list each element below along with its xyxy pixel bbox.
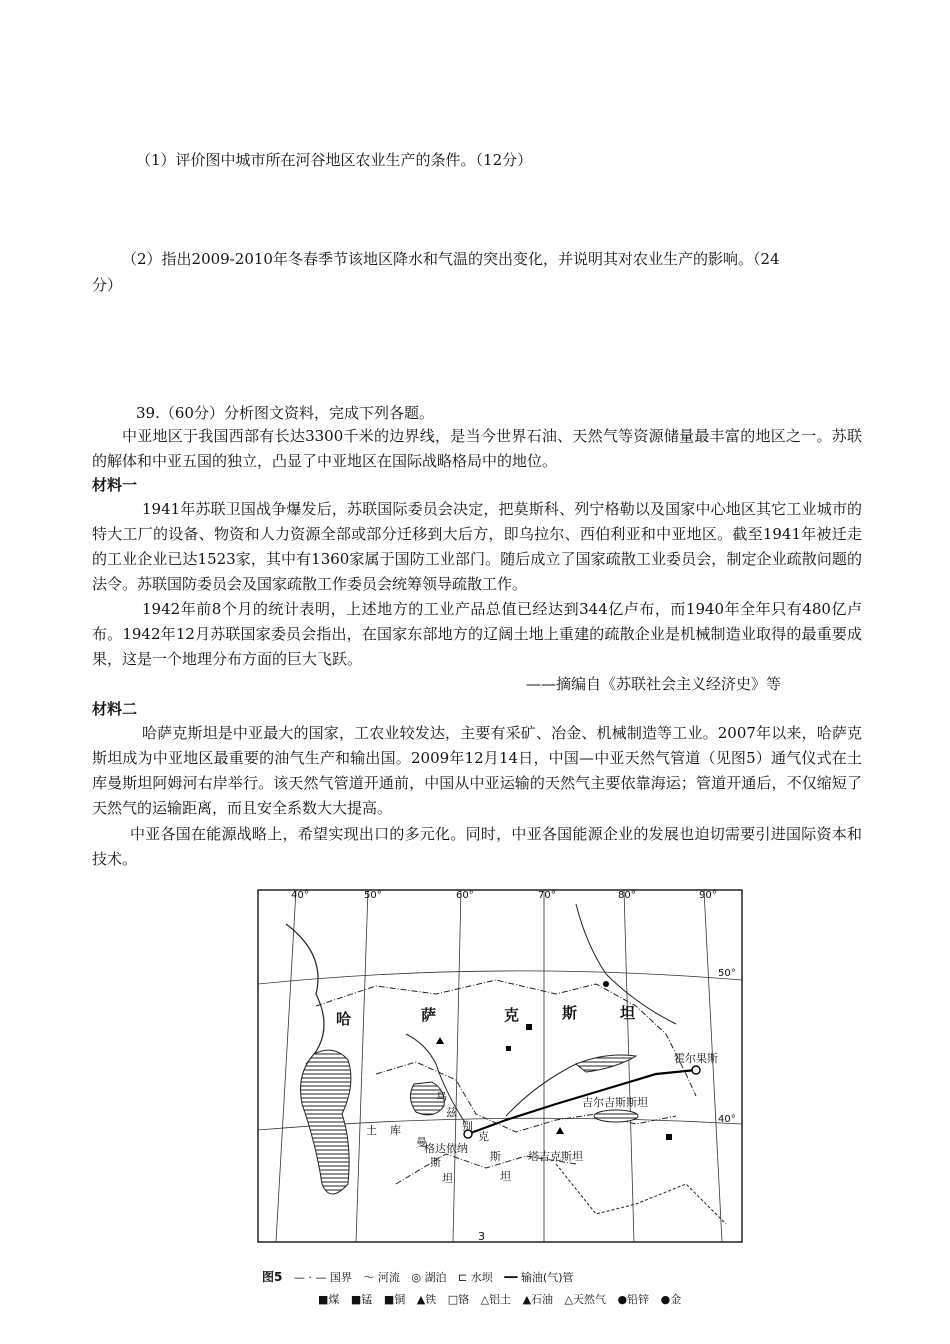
material1-heading: 材料一 [92, 476, 138, 494]
kyrgyz-label: 吉尔吉斯斯坦 [582, 1096, 648, 1109]
uz-char: 克 [478, 1130, 489, 1143]
uz-char: 别 [462, 1120, 473, 1133]
kz-char: 克 [504, 1006, 520, 1024]
lat-label: 50° [718, 968, 736, 979]
uz-char: 坦 [500, 1170, 511, 1183]
question-2-line2: 分） [92, 276, 123, 294]
legend-manganese: ■锰 [350, 1293, 373, 1306]
kz-char: 哈 [336, 1010, 352, 1028]
lon-label: 90° [699, 890, 717, 901]
page-number: 3 [478, 1230, 485, 1243]
legend-chromium: □铬 [447, 1293, 470, 1306]
material2-paragraph1: 哈萨克斯坦是中亚最大的国家，工农业较发达，主要有采矿、冶金、机械制造等工业。2007年以来，哈萨克斯坦成为中亚地区最重要的油气生产和输出国。2009年12月14日，中国—中亚天然气管道（见图5）通气仪式在土库曼斯坦阿姆河右岸举行。该天然气管道开通前，中国从中亚运输的天然气主要依靠海运；管道开通后，不仅缩短了天然气的运输距离，而且安全系数大大提高。 [92, 724, 862, 817]
lon-label: 70° [538, 890, 556, 901]
legend-copper: ■铜 [383, 1293, 406, 1306]
kz-char: 萨 [421, 1006, 437, 1024]
legend-gas: △天然气 [564, 1293, 606, 1306]
question-39-title: 39.（60分）分析图文资料，完成下列各题。 [136, 404, 434, 422]
legend-iron: ▲铁 [416, 1293, 437, 1306]
material1-source: ——摘编自《苏联社会主义经济史》等 [526, 675, 782, 693]
legend-gold: ●金 [660, 1293, 682, 1306]
lon-label: 80° [618, 890, 636, 901]
legend-river: 〜 河流 [363, 1271, 400, 1284]
uz-char: 兹 [446, 1106, 457, 1119]
legend-lead-zinc: ●铅锌 [617, 1293, 650, 1306]
legend-lake: ◎ 湖泊 [411, 1271, 447, 1284]
central-asia-map [256, 884, 746, 1244]
legend-coal: ■煤 [318, 1293, 340, 1306]
lon-label: 60° [456, 890, 474, 901]
tm-char: 斯 [430, 1156, 441, 1169]
lat-label: 40° [718, 1114, 736, 1125]
tm-char: 库 [390, 1124, 401, 1137]
uz-char: 乌 [436, 1090, 447, 1103]
material1-paragraph2: 1942年前8个月的统计表明，上述地方的工业产品总值已经达到344亿卢布，而1940年全年只有480亿卢布。1942年12月苏联国家委员会指出，在国家东部地方的辽阔土地上重建的疏散企业是机械制造业取得的最重要成果，这是一个地理分布方面的巨大飞跃。 [92, 600, 862, 668]
figure-label: 图5 [262, 1270, 283, 1284]
city-label: 格达依纳 [424, 1142, 468, 1155]
uz-char: 斯 [490, 1150, 501, 1163]
lon-label: 50° [364, 890, 382, 901]
map-legend-row1 [262, 1268, 582, 1285]
question-2-line1: （2）指出2009-2010年冬春季节该地区降水和气温的突出变化，并说明其对农业生产的影响。（24 [122, 250, 780, 268]
material2-paragraph2: 中亚各国在能源战略上，希望实现出口的多元化。同时，中亚各国能源企业的发展也迫切需要引进国际资本和技术。 [92, 825, 862, 868]
tm-char: 曼 [416, 1136, 427, 1149]
material2-heading: 材料二 [92, 700, 138, 718]
tm-char: 坦 [442, 1172, 453, 1185]
tm-char: 土 [366, 1124, 377, 1137]
legend-pipeline: ━━ 输油(气)管 [504, 1271, 574, 1284]
material1-paragraph1: 1941年苏联卫国战争爆发后，苏联国际委员会决定，把莫斯科、列宁格勒以及国家中心地区其它工业城市的特大工厂的设备、物资和人力资源全部或部分迁移到大后方，即乌拉尔、西伯利亚和中亚地区。截至1941年被迁走的工业企业已达1523家，其中有1360家属于国防工业部门。随后成立了国家疏散工业委员会，制定企业疏散问题的法令。苏联国防委员会及国家疏散工作委员会统筹领导疏散工作。 [92, 500, 862, 593]
lon-label: 40° [291, 890, 309, 901]
question-1: （1）评价图中城市所在河谷地区农业生产的条件。（12分） [136, 151, 533, 169]
map-legend-row2 [318, 1291, 689, 1307]
legend-border: — · — 国界 [293, 1271, 352, 1284]
tajik-label: 塔吉克斯坦 [528, 1150, 583, 1163]
intro-paragraph: 中亚地区于我国西部有长达3300千米的边界线，是当今世界石油、天然气等资源储量最丰富的地区之一。苏联的解体和中亚五国的独立，凸显了中亚地区在国际战略格局中的地位。 [92, 427, 862, 470]
kz-char: 坦 [620, 1004, 636, 1022]
city-horgos-label: 霍尔果斯 [674, 1052, 718, 1065]
legend-bauxite: △铝土 [480, 1293, 512, 1306]
legend-oil: ▲石油 [522, 1293, 554, 1306]
kz-char: 斯 [562, 1004, 578, 1022]
legend-dam: ⊏ 水坝 [457, 1271, 493, 1284]
